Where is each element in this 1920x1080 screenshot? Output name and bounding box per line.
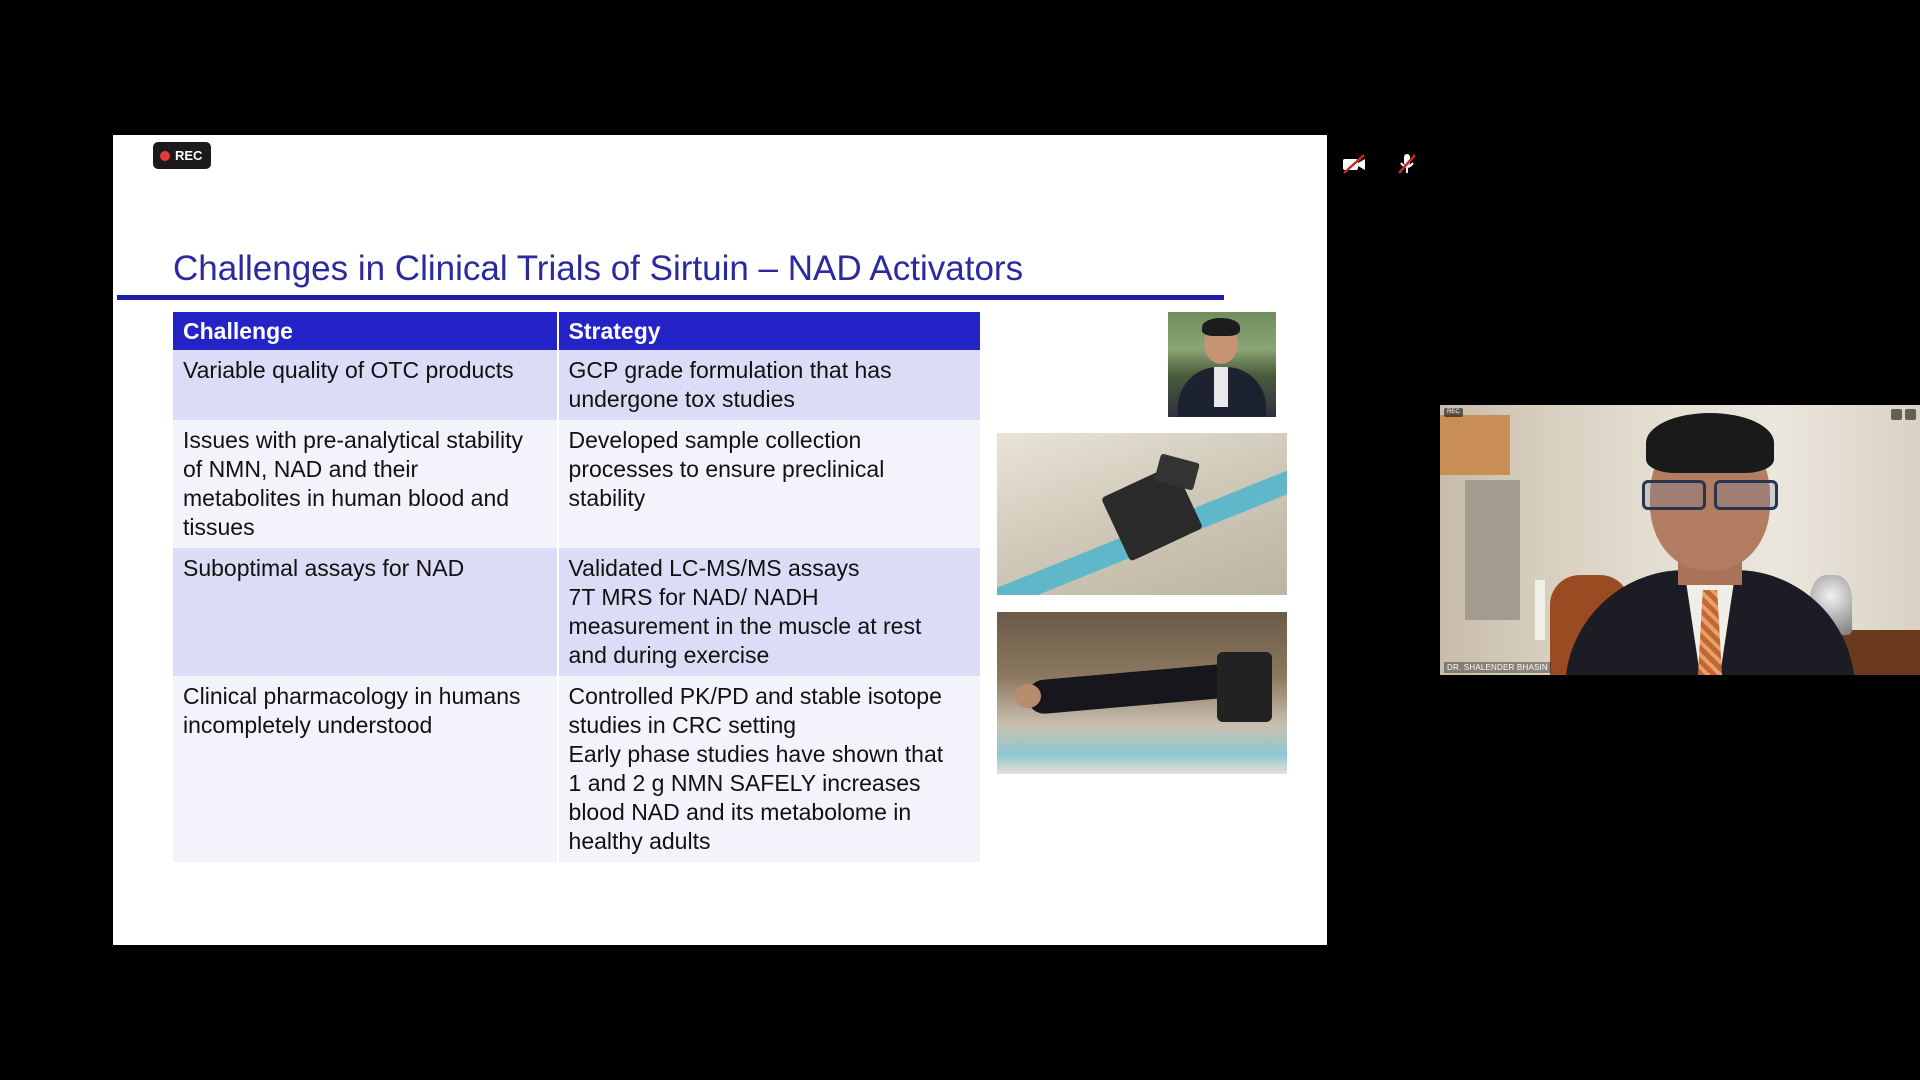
header-strategy: Strategy [558, 312, 981, 350]
strategy-text-line: measurement in the muscle at rest [568, 613, 922, 639]
subject-in-scanner-photo [997, 612, 1287, 774]
strategy-text-line: Developed sample collection [568, 427, 862, 453]
table-row [173, 548, 981, 676]
participant-name: DR. SHALENDER BHASIN [1444, 662, 1551, 673]
challenge-text-line: Issues with pre-analytical stability [183, 427, 524, 453]
strategy-text-line: GCP grade formulation that has [568, 357, 892, 383]
tile-rec-label: REC [1444, 408, 1463, 417]
video-off-icon[interactable] [1339, 150, 1369, 178]
table-row [173, 676, 981, 862]
strategy-cell [558, 350, 981, 420]
challenge-cell [173, 350, 558, 420]
challenge-text-line: Clinical pharmacology in humans [183, 683, 521, 709]
strategy-cell [558, 548, 981, 676]
recording-badge[interactable] [153, 142, 211, 169]
challenge-text-line: metabolites in human blood and [183, 485, 510, 511]
challenge-text-line: of NMN, NAD and their [183, 456, 419, 482]
challenge-text-line: tissues [183, 514, 255, 540]
challenges-table [173, 312, 982, 862]
record-dot-icon [160, 151, 170, 161]
strategy-text-line: Early phase studies have shown that [568, 741, 944, 767]
challenge-text-line: Suboptimal assays for NAD [183, 555, 465, 581]
strategy-text-line: and during exercise [568, 642, 770, 668]
strategy-text-line: processes to ensure preclinical [568, 456, 885, 482]
mic-off-icon[interactable] [1392, 150, 1422, 178]
strategy-text-line: studies in CRC setting [568, 712, 797, 738]
strategy-text-line: undergone tox studies [568, 386, 795, 412]
strategy-cell [558, 420, 981, 548]
strategy-text-line: Controlled PK/PD and stable isotope [568, 683, 942, 709]
strategy-text-line: healthy adults [568, 828, 711, 854]
title-divider [117, 295, 1224, 300]
table-row [173, 350, 981, 420]
strategy-text-line: stability [568, 485, 646, 511]
exercise-device-photo [997, 433, 1287, 595]
challenge-text-line: Variable quality of OTC products [183, 357, 514, 383]
recording-label: REC [175, 148, 203, 163]
challenge-cell [173, 676, 558, 862]
challenge-cell [173, 420, 558, 548]
table-row [173, 420, 981, 548]
strategy-text-line: Validated LC-MS/MS assays [568, 555, 860, 581]
strategy-text-line: blood NAD and its metabolome in [568, 799, 912, 825]
slide-title: Challenges in Clinical Trials of Sirtuin – NAD Activators [173, 249, 1024, 288]
header-challenge: Challenge [173, 312, 558, 350]
strategy-text-line: 7T MRS for NAD/ NADH [568, 584, 819, 610]
challenge-text-line: incompletely understood [183, 712, 433, 738]
challenge-cell [173, 548, 558, 676]
tile-options-icon[interactable] [1891, 409, 1916, 420]
speaker-video-tile[interactable] [1440, 405, 1920, 675]
tile-status-icons [1444, 408, 1463, 417]
strategy-text-line: 1 and 2 g NMN SAFELY increases [568, 770, 921, 796]
shared-slide [113, 135, 1327, 945]
researcher-portrait-photo [1168, 312, 1276, 417]
strategy-cell [558, 676, 981, 862]
